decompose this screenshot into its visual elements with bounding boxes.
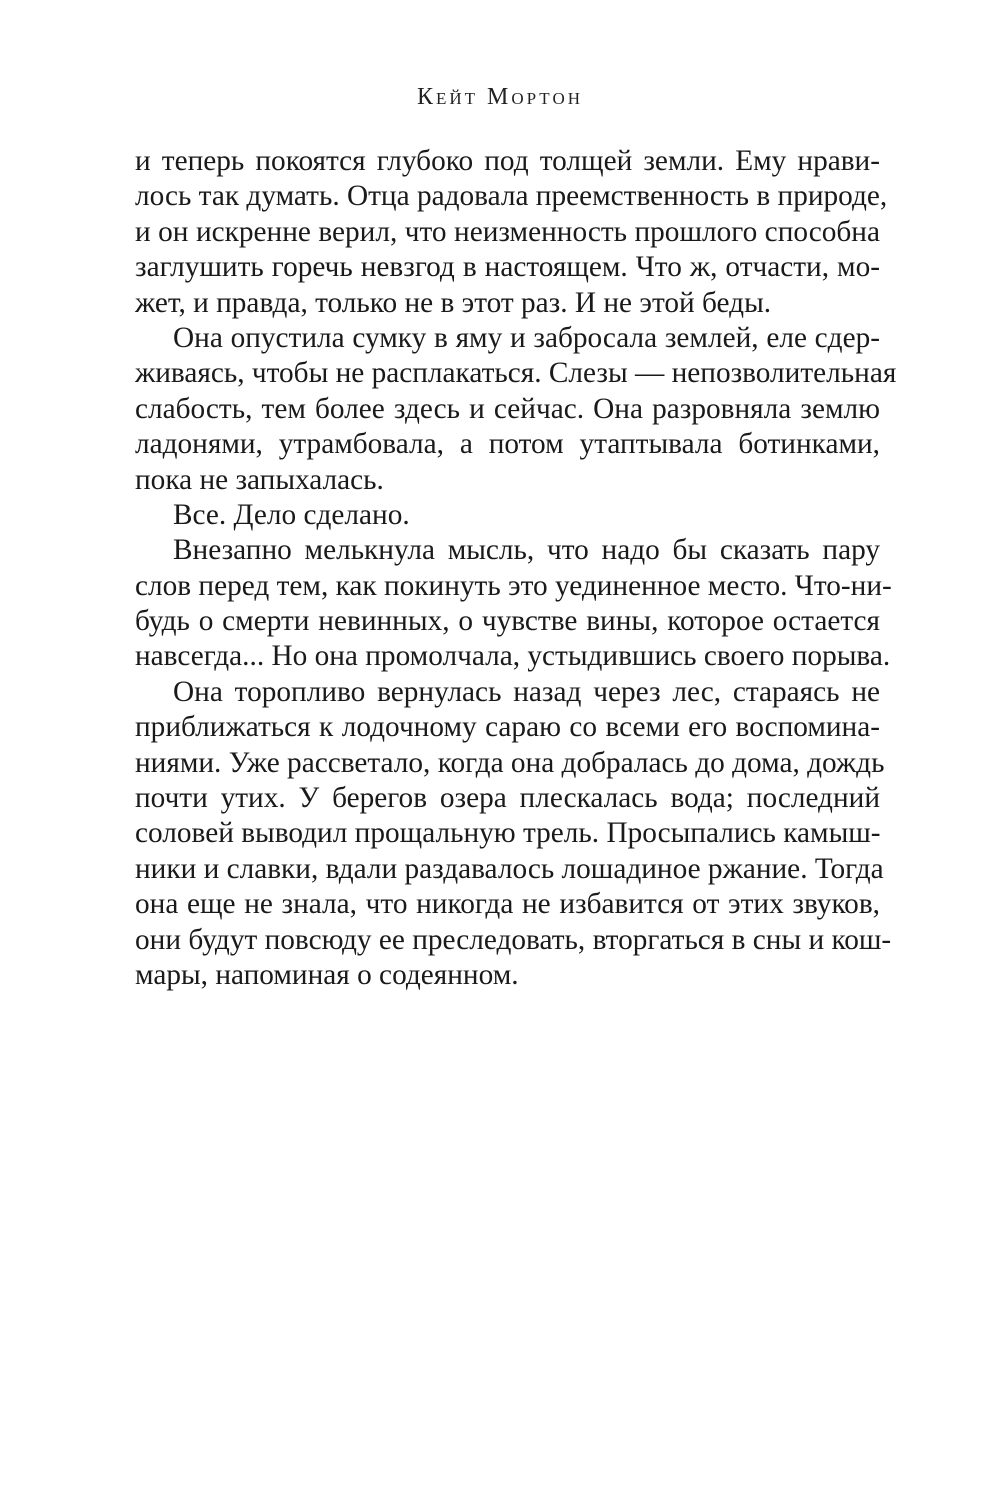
text-line: слабость, тем более здесь и сейчас. Она разровняла землю xyxy=(135,392,880,425)
text-line: Внезапно мелькнула мысль, что надо бы сказать пару xyxy=(173,534,880,567)
text-line: и теперь покоятся глубоко под толщей земли. Ему нрави- xyxy=(135,145,880,177)
text-line: слов перед тем, как покинуть это уединенное место. Что-ни- xyxy=(135,569,892,602)
text-line: лось так думать. Отца радовала преемственность в природе, xyxy=(135,180,888,213)
paragraph-2 xyxy=(135,321,897,498)
text-line: ники и славки, вдали раздавалось лошадиное ржание. Тогда xyxy=(135,852,884,885)
paragraph-4 xyxy=(135,533,892,675)
text-line: мары, напоминая о содеянном. xyxy=(135,958,519,991)
text-line: заглушить горечь невзгод в настоящем. Что ж, отчасти, мо- xyxy=(135,251,880,284)
text-line: соловей выводил прощальную трель. Просыпались камыш- xyxy=(135,817,881,850)
paragraph-5 xyxy=(135,675,892,994)
text-line: Она опустила сумку в яму и забросала землей, еле сдер- xyxy=(173,321,880,354)
text-line: ладонями, утрамбовала, а потом утаптывала ботинками, xyxy=(135,428,880,461)
text-line: будь о смерти невинных, о чувстве вины, которое остается xyxy=(135,605,880,638)
body-text xyxy=(135,144,897,993)
text-line: они будут повсюду ее преследовать, вторгаться в сны и кош- xyxy=(135,923,892,956)
text-line: приближаться к лодочному сараю со всеми его воспомина- xyxy=(135,711,880,744)
text-line: она еще не знала, что никогда не избавится от этих звуков, xyxy=(135,888,880,921)
running-header: Кейт Мортон xyxy=(416,84,584,110)
text-line: живаясь, чтобы не расплакаться. Слезы — непозволительная xyxy=(135,357,897,390)
text-line: жет, и правда, только не в этот раз. И не этой беды. xyxy=(135,286,772,319)
text-line: Все. Дело сделано. xyxy=(173,498,410,531)
paragraph-1 xyxy=(135,144,888,321)
text-line: почти утих. У берегов озера плескалась вода; последний xyxy=(135,782,880,815)
paragraph-3 xyxy=(135,498,880,533)
text-line: навсегда... Но она промолчала, устыдившись своего порыва. xyxy=(135,640,891,673)
text-line: ниями. Уже рассветало, когда она добралась до дома, дождь xyxy=(135,746,885,779)
text-line: пока не запыхалась. xyxy=(135,463,384,496)
text-line: Она торопливо вернулась назад через лес, стараясь не xyxy=(173,675,880,708)
text-line: и он искренне верил, что неизменность прошлого способна xyxy=(135,215,880,248)
